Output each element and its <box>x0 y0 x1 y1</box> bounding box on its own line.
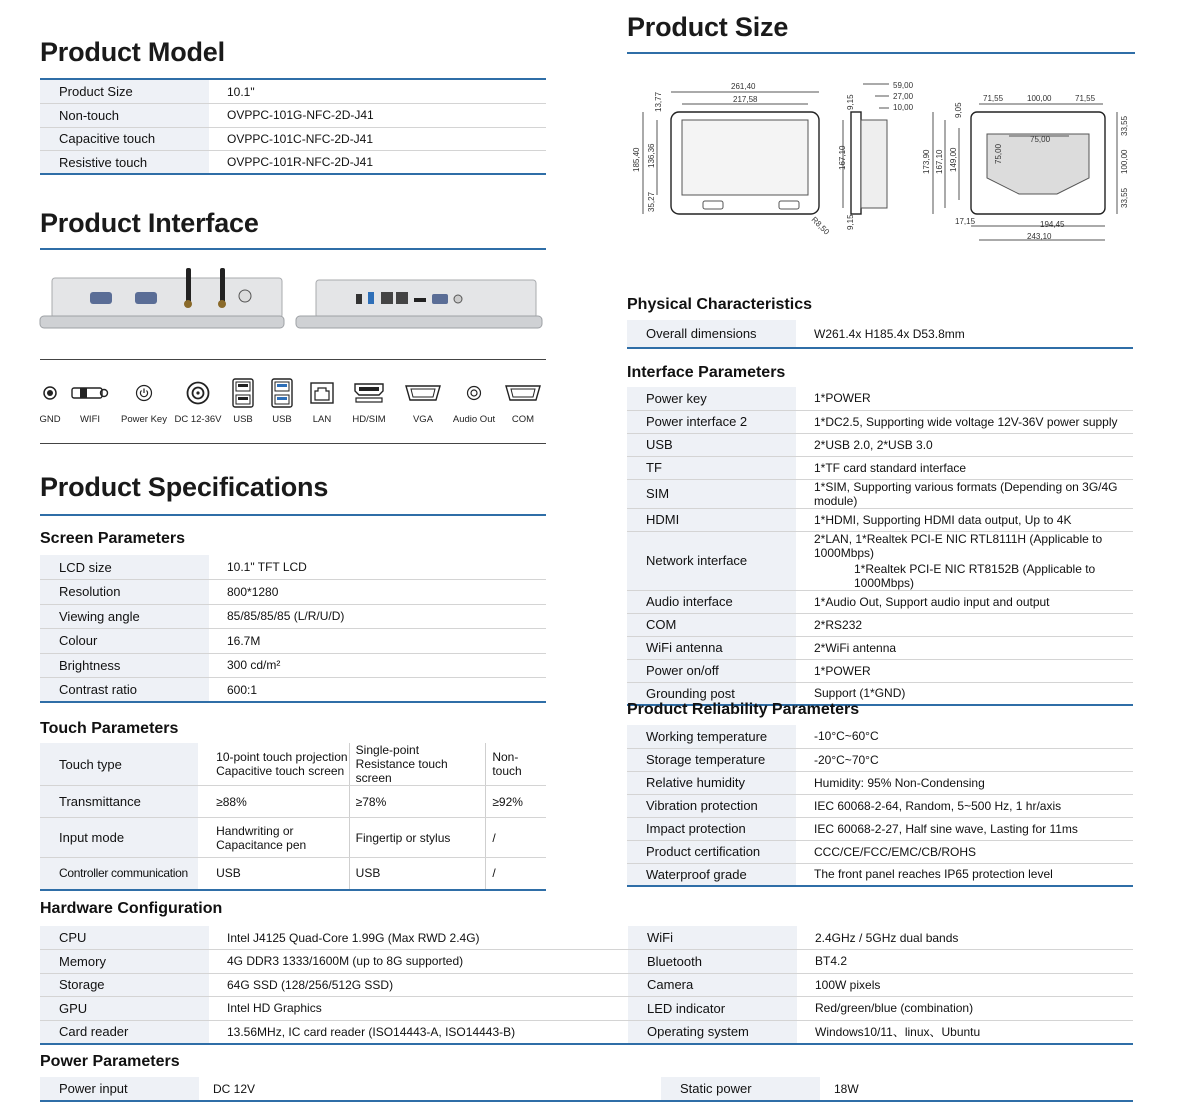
table-row <box>627 433 1133 456</box>
table-row <box>627 387 1133 410</box>
spec-value <box>796 863 1133 886</box>
front-view-drawing <box>643 92 819 214</box>
spec-value: USB <box>349 858 486 890</box>
spec-value <box>797 1020 1133 1044</box>
spec-value <box>796 794 1133 817</box>
interface-icon-item <box>172 378 224 425</box>
spec-value <box>209 950 628 974</box>
side-d3: 10,00 <box>893 103 914 112</box>
spec-value: Fingertip or stylus <box>349 818 486 858</box>
table-row <box>40 104 546 128</box>
spec-value-text: 1*POWER <box>814 663 871 678</box>
spec-value-text: 600:1 <box>227 682 258 697</box>
product-interface-title: Product Interface <box>40 208 259 238</box>
interface-icon-strip <box>36 378 548 425</box>
spec-value-text: 2*WiFi antenna <box>814 640 897 655</box>
spec-key: Non-touch <box>40 104 209 128</box>
table-row <box>40 555 546 580</box>
table-row <box>40 1020 628 1044</box>
dc-jack-icon <box>186 378 210 408</box>
table-row <box>40 743 546 786</box>
interface-icon-label: WIFI <box>79 414 101 425</box>
spec-key: Vibration protection <box>627 794 796 817</box>
product-model-title: Product Model <box>40 37 225 67</box>
interface-icon-item <box>262 378 302 425</box>
spec-key: USB <box>627 433 796 456</box>
spec-value <box>796 508 1133 531</box>
spec-key: Network interface <box>627 531 796 590</box>
spec-value-text: 800*1280 <box>227 584 279 599</box>
spec-value-text: 64G SSD (128/256/512G SSD) <box>227 977 394 992</box>
front-h-top: 13,77 <box>654 91 663 112</box>
spec-value <box>209 653 546 678</box>
spec-value <box>797 973 1133 997</box>
wifi-antenna-icon <box>71 378 109 408</box>
spec-value: Non-touch <box>486 743 546 786</box>
table-row <box>40 653 546 678</box>
back-h-d: 75,00 <box>994 143 1003 164</box>
spec-value-text: 10.1" TFT LCD <box>227 560 307 574</box>
spec-value-text: Windows10/11、linux、Ubuntu <box>815 1025 981 1039</box>
table-row <box>627 725 1133 748</box>
spec-key: Product Size <box>40 80 209 104</box>
spec-value-text: -10°C~60°C <box>814 729 879 744</box>
spec-value <box>796 479 1133 508</box>
table-row <box>40 950 628 974</box>
table-row <box>627 748 1133 771</box>
spec-key: Power on/off <box>627 659 796 682</box>
side-d2: 27,00 <box>893 92 914 101</box>
touch-params-table <box>40 743 546 891</box>
spec-value-text: 16.7M <box>227 633 261 648</box>
side-h-bot: 9,15 <box>846 214 855 230</box>
spec-value-text: 1*TF card standard interface <box>814 460 967 475</box>
spec-value <box>209 151 546 175</box>
spec-value: ≥92% <box>486 786 546 818</box>
interface-icon-item <box>224 378 262 425</box>
back-b-total: 243,10 <box>1027 232 1052 241</box>
usb3-icon <box>271 378 293 408</box>
front-radius: R8,50 <box>809 215 832 237</box>
spec-value <box>209 997 628 1021</box>
spec-value-text: 2*RS232 <box>814 617 863 632</box>
spec-key: Power key <box>627 387 796 410</box>
spec-key: Contrast ratio <box>40 678 209 703</box>
spec-key: LED indicator <box>628 997 797 1021</box>
spec-value-text: Intel HD Graphics <box>227 1001 322 1016</box>
spec-value-text: 1*DC2.5, Supporting wide voltage 12V-36V power supply <box>814 414 1118 429</box>
interface-icon-label: DC 12-36V <box>174 414 222 425</box>
com-port-icon <box>504 378 542 408</box>
spec-value-text: 4G DDR3 1333/1600M (up to 8G supported) <box>227 954 464 969</box>
interface-params-title: Interface Parameters <box>627 364 786 381</box>
spec-value-text: IEC 60068-2-64, Random, 5~500 Hz, 1 hr/axis <box>814 798 1062 813</box>
back-h-a: 173,90 <box>922 149 931 174</box>
interface-icon-label: COM <box>511 414 535 425</box>
table-row <box>627 479 1133 508</box>
back-r-bot: 33,55 <box>1120 187 1129 208</box>
spec-value-text: 1*HDMI, Supporting HDMI data output, Up to 4K <box>814 512 1072 527</box>
spec-value-text: 1*POWER <box>814 391 871 406</box>
spec-value-text: BT4.2 <box>815 954 848 969</box>
spec-value <box>209 580 546 605</box>
spec-key: Impact protection <box>627 817 796 840</box>
device-side-left-image <box>40 268 284 328</box>
usb2-icon <box>232 378 254 408</box>
spec-value <box>209 678 546 703</box>
spec-key: COM <box>627 613 796 636</box>
section-rule <box>40 514 546 516</box>
spec-value: 18W <box>820 1077 1133 1101</box>
table-row <box>628 1020 1133 1044</box>
table-row <box>40 629 546 654</box>
table-row <box>40 80 546 104</box>
interface-icon-item <box>450 378 498 425</box>
front-width-total: 261,40 <box>731 82 756 91</box>
table-row <box>40 973 628 997</box>
physical-table <box>627 320 1133 349</box>
table-row <box>40 580 546 605</box>
table-row <box>627 817 1133 840</box>
spec-value-text: 1*Audio Out, Support audio input and output <box>814 594 1050 609</box>
spec-value <box>209 629 546 654</box>
spec-value <box>796 387 1133 410</box>
icon-strip-bottom-rule <box>40 443 546 444</box>
interface-icon-label: USB <box>272 414 292 425</box>
table-row <box>627 636 1133 659</box>
spec-key: WiFi <box>628 926 797 950</box>
table-row <box>627 320 1133 348</box>
spec-value <box>797 950 1133 974</box>
interface-icon-label: Power Key <box>121 414 167 425</box>
spec-key: Memory <box>40 950 209 974</box>
table-row <box>40 858 546 890</box>
spec-value: USB <box>198 858 349 890</box>
spec-value-text: OVPPC-101G-NFC-2D-J41 <box>227 108 374 123</box>
spec-key: Static power <box>661 1077 820 1101</box>
hardware-title: Hardware Configuration <box>40 900 223 917</box>
back-h-b: 167,10 <box>935 149 944 174</box>
section-rule <box>40 248 546 250</box>
hardware-right-table <box>628 926 1133 1045</box>
spec-value-text: Red/green/blue (combination) <box>815 1001 974 1016</box>
product-specs-title: Product Specifications <box>40 472 329 502</box>
spec-value <box>796 659 1133 682</box>
spec-value <box>796 748 1133 771</box>
table-row <box>627 659 1133 682</box>
spec-key: Resistive touch <box>40 151 209 175</box>
spec-value <box>209 555 546 580</box>
reliability-table <box>627 725 1133 887</box>
hardware-left-table <box>40 926 628 1045</box>
spec-value <box>797 997 1133 1021</box>
spec-key: Touch type <box>40 743 198 786</box>
table-row <box>40 604 546 629</box>
spec-value: DC 12V <box>199 1077 661 1101</box>
back-b-mid: 194,45 <box>1040 220 1065 229</box>
table-row <box>40 151 546 175</box>
table-row <box>627 613 1133 636</box>
spec-key: Viewing angle <box>40 604 209 629</box>
spec-value <box>796 613 1133 636</box>
vga-port-icon <box>404 378 442 408</box>
back-r-top: 33,55 <box>1120 115 1129 136</box>
spec-key: Card reader <box>40 1020 209 1044</box>
dimension-drawings <box>627 76 1147 246</box>
back-w2: 100,00 <box>1027 94 1052 103</box>
spec-value <box>209 926 628 950</box>
spec-value <box>209 104 546 128</box>
side-h-mid: 167,10 <box>838 145 847 170</box>
spec-key: Waterproof grade <box>627 863 796 886</box>
spec-value <box>796 771 1133 794</box>
spec-key: Power interface 2 <box>627 410 796 433</box>
spec-key: Input mode <box>40 818 198 858</box>
spec-value <box>796 636 1133 659</box>
spec-key: Controller communication <box>40 858 198 890</box>
interface-icon-item <box>116 378 172 425</box>
spec-key: Brightness <box>40 653 209 678</box>
spec-key: Storage <box>40 973 209 997</box>
back-b-left: 17,15 <box>955 217 976 226</box>
spec-value: 10-point touch projection Capacitive touch screen <box>198 743 349 786</box>
spec-value-text: OVPPC-101C-NFC-2D-J41 <box>227 131 374 146</box>
table-row <box>628 950 1133 974</box>
back-r-mid: 100,00 <box>1120 149 1129 174</box>
spec-key: SIM <box>627 479 796 508</box>
lan-port-icon <box>310 378 334 408</box>
spec-value-text: 2.4GHz / 5GHz dual bands <box>815 930 959 945</box>
spec-key: Capacitive touch <box>40 127 209 151</box>
front-h-total: 185,40 <box>632 147 641 172</box>
interface-icon-item <box>64 378 116 425</box>
spec-value-text: -20°C~70°C <box>814 752 879 767</box>
back-top: 9,05 <box>954 102 963 118</box>
spec-key: GPU <box>40 997 209 1021</box>
spec-key: LCD size <box>40 555 209 580</box>
spec-value <box>796 840 1133 863</box>
spec-key: Camera <box>628 973 797 997</box>
spec-value <box>796 433 1133 456</box>
spec-value <box>796 531 1133 590</box>
touch-params-title: Touch Parameters <box>40 720 179 737</box>
spec-value-text: Humidity: 95% Non-Condensing <box>814 775 985 790</box>
back-w1: 71,55 <box>983 94 1004 103</box>
back-inner: 75,00 <box>1030 135 1051 144</box>
spec-key: Overall dimensions <box>627 320 796 348</box>
side-h-top: 9,15 <box>846 94 855 110</box>
table-row <box>40 786 546 818</box>
product-model-table <box>40 80 546 175</box>
spec-key: Audio interface <box>627 590 796 613</box>
product-size-title: Product Size <box>627 12 789 42</box>
spec-value-text: 85/85/85/85 (L/R/U/D) <box>227 609 345 624</box>
spec-key: HDMI <box>627 508 796 531</box>
spec-value-text: OVPPC-101R-NFC-2D-J41 <box>227 155 374 169</box>
spec-value: ≥88% <box>198 786 349 818</box>
spec-value-text: Support (1*GND) <box>814 686 906 701</box>
interface-icon-item <box>36 378 64 425</box>
spec-value <box>209 1020 628 1044</box>
table-row <box>627 410 1133 433</box>
spec-key: Colour <box>40 629 209 654</box>
spec-key: CPU <box>40 926 209 950</box>
interface-icon-label: USB <box>233 414 253 425</box>
table-row <box>40 818 546 858</box>
spec-value <box>796 410 1133 433</box>
spec-key: Transmittance <box>40 786 198 818</box>
front-h-bottom: 35,27 <box>647 191 656 212</box>
spec-key: Bluetooth <box>628 950 797 974</box>
reliability-title: Product Reliability Parameters <box>627 701 860 718</box>
table-row <box>628 926 1133 950</box>
spec-value <box>797 926 1133 950</box>
interface-icon-label: HD/SIM <box>352 414 386 425</box>
spec-value-text: 100W pixels <box>815 977 881 992</box>
spec-value-text: CCC/CE/FCC/EMC/CB/ROHS <box>814 844 977 859</box>
table-row <box>40 678 546 703</box>
table-row <box>627 771 1133 794</box>
table-row <box>627 590 1133 613</box>
spec-value-text: 2*USB 2.0, 2*USB 3.0 <box>814 437 933 452</box>
spec-value <box>796 456 1133 479</box>
spec-value-text: Intel J4125 Quad-Core 1.99G (Max RWD 2.4G) <box>227 930 480 945</box>
interface-params-table <box>627 387 1133 706</box>
spec-value <box>796 725 1133 748</box>
spec-value-text-2: 1*Realtek PCI-E NIC RT8152B (Applicable to 1000Mbps) <box>854 561 1096 590</box>
power-table <box>40 1077 1133 1102</box>
spec-value: Single-point Resistance touch screen <box>349 743 486 786</box>
spec-value-text: 1*SIM, Supporting various formats (Depending on 3G/4G module) <box>814 479 1118 508</box>
spec-key: Relative humidity <box>627 771 796 794</box>
table-row <box>40 926 628 950</box>
spec-value-text: IEC 60068-2-27, Half sine wave, Lasting for 11ms <box>814 821 1078 836</box>
table-row <box>40 127 546 151</box>
device-side-right-image <box>296 280 542 328</box>
audio-jack-icon <box>466 378 482 408</box>
spec-key: Storage temperature <box>627 748 796 771</box>
spec-value <box>796 320 1133 348</box>
physical-title: Physical Characteristics <box>627 296 812 313</box>
power-key-icon <box>135 378 153 408</box>
spec-value <box>209 973 628 997</box>
spec-key: Grounding post <box>627 682 796 705</box>
back-h-c: 149,00 <box>949 147 958 172</box>
table-row <box>627 508 1133 531</box>
spec-value: / <box>486 858 546 890</box>
screen-params-table <box>40 555 546 703</box>
interface-icon-item <box>302 378 342 425</box>
spec-value-text: The front panel reaches IP65 protection level <box>814 867 1053 882</box>
spec-key: Resolution <box>40 580 209 605</box>
spec-value: ≥78% <box>349 786 486 818</box>
device-io-photos <box>38 264 548 336</box>
spec-value <box>209 604 546 629</box>
ground-post-icon <box>42 378 58 408</box>
spec-value: / <box>486 818 546 858</box>
back-w3: 71,55 <box>1075 94 1096 103</box>
spec-value-text: 13.56MHz, IC card reader (ISO14443-A, ISO14443-B) <box>227 1024 516 1039</box>
power-title: Power Parameters <box>40 1053 180 1070</box>
interface-icon-item <box>396 378 450 425</box>
table-row <box>628 997 1133 1021</box>
spec-key: Working temperature <box>627 725 796 748</box>
spec-value <box>796 590 1133 613</box>
spec-value-text: 10.1" <box>227 84 255 99</box>
front-h-screen: 136,36 <box>647 143 656 168</box>
interface-icon-label: Audio Out <box>452 414 496 425</box>
table-row <box>627 456 1133 479</box>
spec-key: Product certification <box>627 840 796 863</box>
front-width-screen: 217,58 <box>733 95 758 104</box>
spec-key: TF <box>627 456 796 479</box>
interface-icon-label: VGA <box>412 414 434 425</box>
icon-strip-top-rule <box>40 359 546 360</box>
spec-value-text: 2*LAN, 1*Realtek PCI-E NIC RTL8111H (Applicable to 1000Mbps) <box>814 531 1103 560</box>
spec-key: Power input <box>40 1077 199 1101</box>
table-row <box>628 973 1133 997</box>
interface-icon-item <box>342 378 396 425</box>
spec-value: Handwriting or Capacitance pen <box>198 818 349 858</box>
section-rule <box>627 52 1135 54</box>
spec-value-text: 300 cd/m² <box>227 658 281 673</box>
spec-key: WiFi antenna <box>627 636 796 659</box>
table-row <box>627 794 1133 817</box>
interface-icon-label: LAN <box>312 414 332 425</box>
spec-value <box>209 80 546 104</box>
interface-icon-item <box>498 378 548 425</box>
table-row <box>627 531 1133 590</box>
spec-value <box>209 127 546 151</box>
table-row <box>627 840 1133 863</box>
spec-key: Operating system <box>628 1020 797 1044</box>
table-row <box>627 863 1133 886</box>
side-d1: 59,00 <box>893 81 914 90</box>
spec-value <box>796 817 1133 840</box>
screen-params-title: Screen Parameters <box>40 530 185 547</box>
interface-icon-label: GND <box>39 414 61 425</box>
hdmi-sim-icon <box>353 378 385 408</box>
table-row <box>40 1077 1133 1101</box>
table-row <box>40 997 628 1021</box>
spec-value-text: W261.4x H185.4x D53.8mm <box>814 326 965 341</box>
